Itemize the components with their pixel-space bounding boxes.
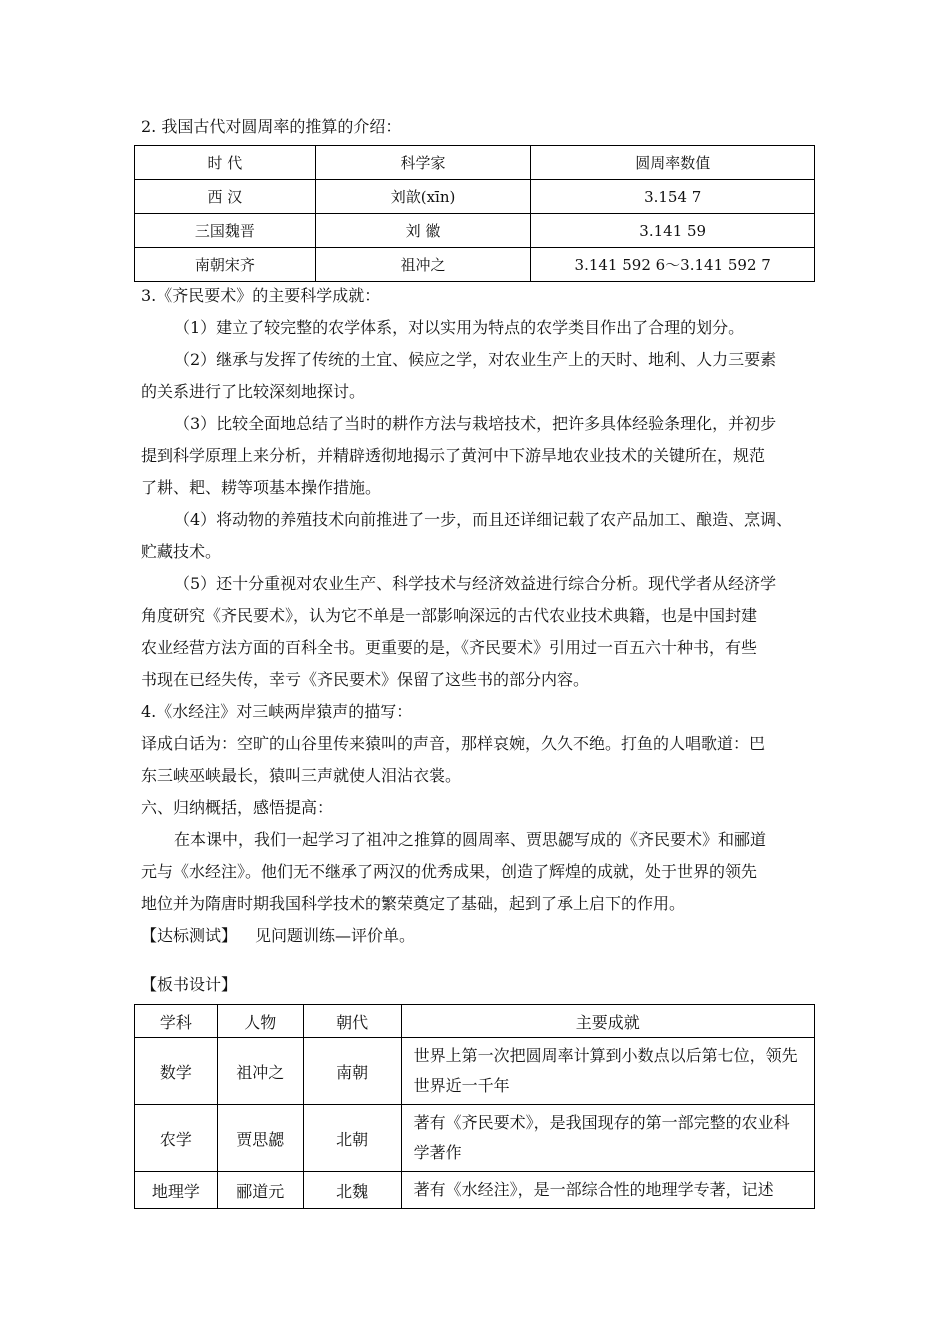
table-row xyxy=(135,214,815,248)
table-cell: 著有《齐民要术》，是我国现存的第一部完整的农业科学著作 xyxy=(401,1105,814,1172)
table-row xyxy=(135,1105,815,1172)
table-cell: 刘歆(xīn) xyxy=(315,180,531,214)
table-cell: 世界上第一次把圆周率计算到小数点以后第七位，领先世界近一千年 xyxy=(401,1038,814,1105)
paragraph-line: （1）建立了较完整的农学体系，对以实用为特点的农学类目作出了合理的划分。 xyxy=(174,318,745,337)
table-row xyxy=(135,248,815,282)
paragraph-line: （5）还十分重视对农业生产、科学技术与经济效益进行综合分析。现代学者从经济学 xyxy=(174,574,777,593)
paragraph-line: （2）继承与发挥了传统的土宜、候应之学，对农业生产上的天时、地利、人力三要素 xyxy=(174,350,777,369)
paragraph-line: 在本课中，我们一起学习了祖冲之推算的圆周率、贾思勰写成的《齐民要术》和郦道 xyxy=(174,830,767,849)
section2-heading: 2. 我国古代对圆周率的推算的介绍： xyxy=(141,117,402,136)
paragraph-line: （3）比较全面地总结了当时的耕作方法与栽培技术，把许多具体经验条理化，并初步 xyxy=(174,414,777,433)
paragraph-line: 农业经营方法方面的百科全书。更重要的是，《齐民要术》引用过一百五六十种书，有些 xyxy=(141,638,758,657)
paragraph-line: （4）将动物的养殖技术向前推进了一步，而且还详细记载了农产品加工、酿造、烹调、 xyxy=(174,510,793,529)
table-cell: 刘 徽 xyxy=(315,214,531,248)
test-label: 【达标测试】 xyxy=(141,926,238,945)
paragraph-line: 东三峡巫峡最长，猿叫三声就使人泪沾衣裳。 xyxy=(141,766,462,785)
header-cell: 学科 xyxy=(135,1005,218,1038)
header-cell: 人物 xyxy=(217,1005,303,1038)
table-cell: 3.154 7 xyxy=(531,180,815,214)
table-cell: 3.141 592 6～3.141 592 7 xyxy=(531,248,815,282)
header-cell: 朝代 xyxy=(303,1005,401,1038)
table-cell: 数学 xyxy=(135,1038,218,1105)
paragraph-line: 了耕、耙、耢等项基本操作措施。 xyxy=(141,478,382,497)
section4-heading: 4.《水经注》对三峡两岸猿声的描写： xyxy=(141,702,413,721)
table-cell: 贾思勰 xyxy=(217,1105,303,1172)
paragraph-line: 书现在已经失传，幸亏《齐民要术》保留了这些书的部分内容。 xyxy=(141,670,590,689)
section3-heading: 3.《齐民要术》的主要科学成就： xyxy=(141,286,381,305)
paragraph-line: 译成白话为：空旷的山谷里传来猿叫的声音，那样哀婉，久久不绝。打鱼的人唱歌道：巴 xyxy=(141,734,766,753)
table-cell: 著有《水经注》，是一部综合性的地理学专著，记述 xyxy=(401,1172,814,1209)
table-cell: 3.141 59 xyxy=(531,214,815,248)
table-cell: 祖冲之 xyxy=(217,1038,303,1105)
table-cell: 三国魏晋 xyxy=(135,214,316,248)
table-row xyxy=(135,180,815,214)
table-cell: 西 汉 xyxy=(135,180,316,214)
table-cell: 北魏 xyxy=(303,1172,401,1209)
table-row xyxy=(135,1172,815,1209)
table-header-row xyxy=(135,1005,815,1038)
table-cell: 祖冲之 xyxy=(315,248,531,282)
header-cell: 时 代 xyxy=(135,146,316,180)
table-cell: 南朝宋齐 xyxy=(135,248,316,282)
table-row xyxy=(135,1038,815,1105)
paragraph-line: 提到科学原理上来分析，并精辟透彻地揭示了黄河中下游旱地农业技术的关键所在，规范 xyxy=(141,446,766,465)
header-cell: 科学家 xyxy=(315,146,531,180)
pi-table xyxy=(134,145,815,282)
board-label: 【板书设计】 xyxy=(141,975,238,994)
board-table xyxy=(134,1004,815,1209)
table-cell: 农学 xyxy=(135,1105,218,1172)
section6-heading: 六、归纳概括，感悟提高： xyxy=(141,798,334,817)
table-cell: 郦道元 xyxy=(217,1172,303,1209)
table-cell: 北朝 xyxy=(303,1105,401,1172)
table-header-row xyxy=(135,146,815,180)
table-cell: 地理学 xyxy=(135,1172,218,1209)
paragraph-line: 元与《水经注》。他们无不继承了两汉的优秀成果，创造了辉煌的成就，处于世界的领先 xyxy=(141,862,758,881)
test-text: 见问题训练—评价单。 xyxy=(255,926,416,945)
paragraph-line: 的关系进行了比较深刻地探讨。 xyxy=(141,382,366,401)
paragraph-line: 角度研究《齐民要术》，认为它不单是一部影响深远的古代农业技术典籍，也是中国封建 xyxy=(141,606,758,625)
header-cell: 圆周率数值 xyxy=(531,146,815,180)
paragraph-line: 贮藏技术。 xyxy=(141,542,222,561)
header-cell: 主要成就 xyxy=(401,1005,814,1038)
paragraph-line: 地位并为隋唐时期我国科学技术的繁荣奠定了基础，起到了承上启下的作用。 xyxy=(141,894,686,913)
table-cell: 南朝 xyxy=(303,1038,401,1105)
test-line xyxy=(141,926,415,946)
